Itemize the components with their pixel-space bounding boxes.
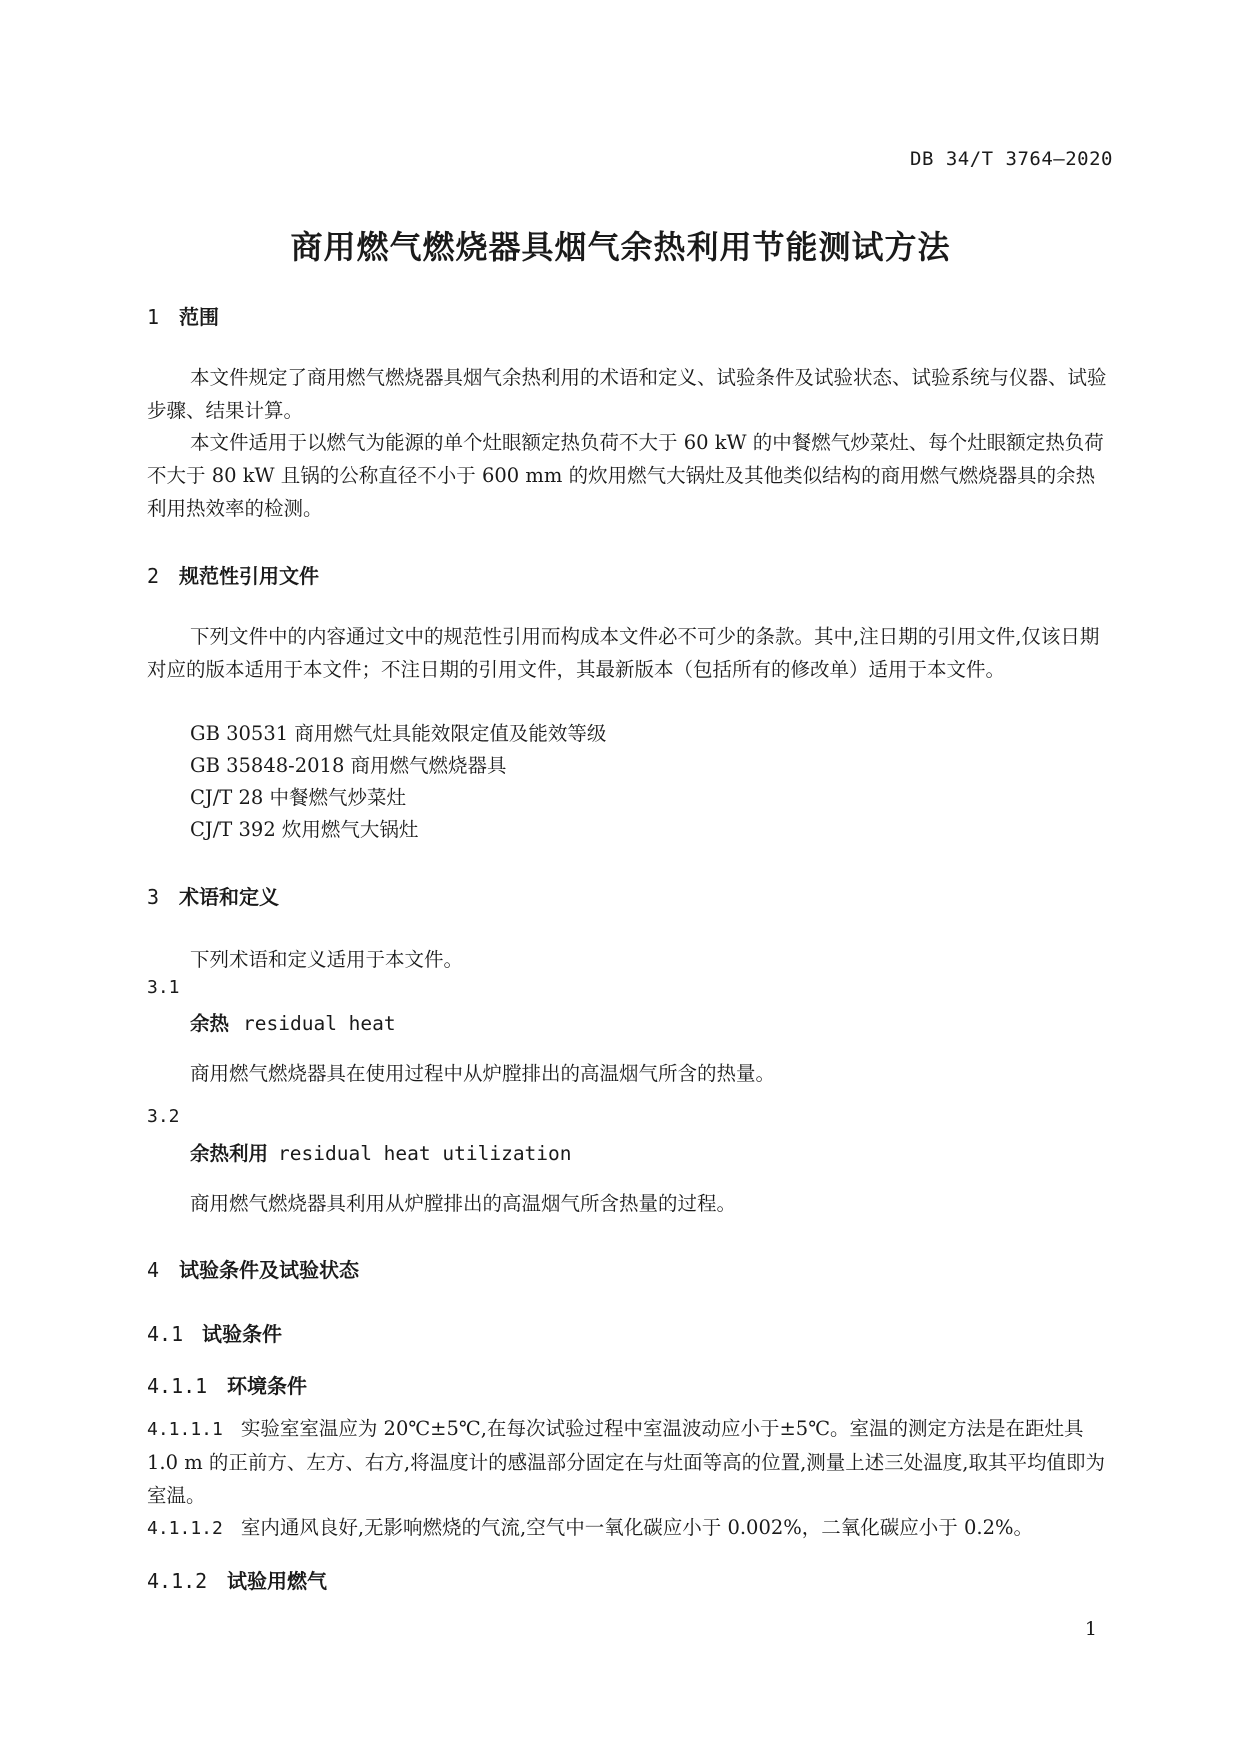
clause-text: 实验室室温应为 20℃±5℃,在每次试验过程中室温波动应小于±5℃。室温的测定方法是在距灶具 1.0 m 的正前方、左方、右方,将温度计的感温部分固定在与灶面等高的位置,测量上述三处温度,取其平均值即为室温。: [147, 1417, 1105, 1507]
scope-paragraph-2: 本文件适用于以燃气为能源的单个灶眼额定热负荷不大于 60 kW 的中餐燃气炒菜灶、每个灶眼额定热负荷不大于 80 kW 且锅的公称直径不小于 600 mm 的炊用燃气大锅灶及其他类似结构的商用燃气燃烧器具的余热利用热效率的检测。: [147, 431, 1104, 520]
section-title: 试验条件及试验状态: [179, 1258, 359, 1282]
section-title: 范围: [179, 305, 219, 329]
term-number: 3.2: [147, 1106, 180, 1127]
section-number: 3: [147, 885, 160, 909]
subsection-number: 4.1: [147, 1322, 184, 1346]
standard-number: DB 34/T 3764—2020: [910, 148, 1113, 170]
clause-number: 4.1.1.1: [147, 1419, 223, 1440]
references-intro-paragraph: 下列文件中的内容通过文中的规范性引用而构成本文件必不可少的条款。其中,注日期的引用文件,仅该日期对应的版本适用于本文件；不注日期的引用文件，其最新版本（包括所有的修改单）适用于本文件。: [147, 625, 1100, 681]
document-title: 商用燃气燃烧器具烟气余热利用节能测试方法: [290, 228, 951, 266]
clause-4-1-1-2: [147, 1511, 1113, 1545]
subsection-title: 试验条件: [202, 1322, 282, 1346]
reference-item: CJ/T 28 中餐燃气炒菜灶: [190, 786, 407, 809]
scope-paragraph-1: 本文件规定了商用燃气燃烧器具烟气余热利用的术语和定义、试验条件及试验状态、试验系统与仪器、试验步骤、结果计算。: [147, 366, 1107, 422]
subsection-title: 环境条件: [227, 1374, 307, 1398]
clause-4-1-1-1: [147, 1412, 1113, 1512]
subsection-title: 试验用燃气: [227, 1569, 327, 1593]
term-english: residual heat utilization: [278, 1142, 572, 1165]
term-chinese: 余热利用: [190, 1142, 269, 1165]
section-2-heading: [147, 560, 319, 589]
section-number: 4: [147, 1258, 160, 1282]
section-3-heading: [147, 881, 279, 910]
section-title: 术语和定义: [179, 885, 279, 909]
clause-number: 4.1.1.2: [147, 1518, 223, 1539]
term-heading: [190, 1008, 396, 1036]
subsection-number: 4.1.1: [147, 1374, 208, 1398]
subsection-4-1-heading: [147, 1318, 282, 1347]
clause-text: 室内通风良好,无影响燃烧的气流,空气中一氧化碳应小于 0.002%，二氧化碳应小于 0.2%。: [240, 1516, 1034, 1539]
subsection-number: 4.1.2: [147, 1569, 208, 1593]
term-heading: [190, 1138, 572, 1166]
section-title: 规范性引用文件: [179, 564, 319, 588]
subsection-4-1-1-heading: [147, 1370, 307, 1399]
term-definition: 商用燃气燃烧器具在使用过程中从炉膛排出的高温烟气所含的热量。: [190, 1062, 776, 1085]
reference-item: GB 30531 商用燃气灶具能效限定值及能效等级: [190, 722, 607, 745]
page-number: 1: [1084, 1618, 1097, 1640]
section-1-heading: [147, 301, 219, 330]
term-number: 3.1: [147, 977, 180, 998]
reference-item: GB 35848-2018 商用燃气燃烧器具: [190, 754, 507, 777]
term-chinese: 余热: [190, 1012, 230, 1035]
term-definition: 商用燃气燃烧器具利用从炉膛排出的高温烟气所含热量的过程。: [190, 1192, 737, 1215]
reference-item: CJ/T 392 炊用燃气大锅灶: [190, 818, 419, 841]
subsection-4-1-2-heading: [147, 1565, 327, 1594]
section-number: 2: [147, 564, 160, 588]
section-4-heading: [147, 1254, 359, 1283]
section-number: 1: [147, 305, 160, 329]
terms-intro: 下列术语和定义适用于本文件。: [190, 948, 464, 971]
term-english: residual heat: [243, 1012, 396, 1035]
